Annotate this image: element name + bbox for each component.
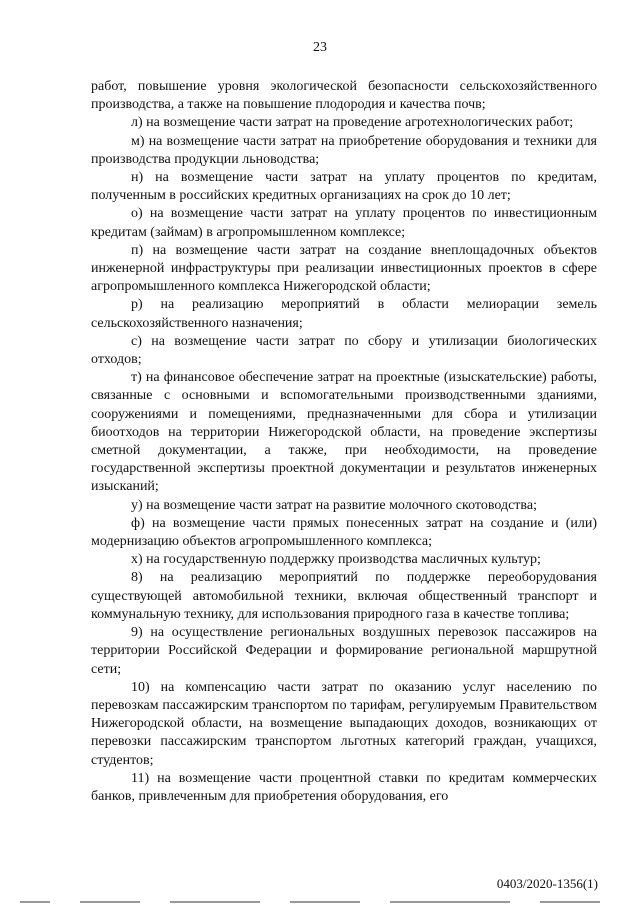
scan-edge-marks — [0, 900, 640, 905]
paragraph: т) на финансовое обеспечение затрат на проектные (изыскательские) работы, связанные с основными и вспомогательными производственными зданиями, сооружениями и помещениями, предназначенными для сбора и утилизации биоотходов на территории Нижегородской области, на проведение экспертизы сметной документации, а также, при необходимости, на проведение государственной экспертизы проектной документации и результатов инженерных изысканий; — [91, 370, 597, 495]
paragraph: 8) на реализацию мероприятий по поддержке переоборудования существующей автомобильной техники, включая общественный транспорт и коммунальную технику, для использования природного газа в качестве топлива; — [91, 570, 597, 622]
paragraph: о) на возмещение части затрат на уплату процентов по инвестиционным кредитам (займам) в агропромышленном комплексе; — [91, 206, 597, 240]
paragraph: п) на возмещение части затрат на создание внеплощадочных объектов инженерной инфраструктуры при реализации инвестиционных проектов в сфере агропромышленного комплекса Нижегородской области; — [91, 242, 597, 295]
paragraph: р) на реализацию мероприятий в области мелиорации земель сельскохозяйственного назначения; — [91, 297, 597, 331]
paragraph: х) на государственную поддержку производства масличных культур; — [131, 552, 541, 568]
document-code: 0403/2020-1356(1) — [496, 876, 598, 891]
paragraph: с) на возмещение части затрат по сбору и утилизации биологических отходов; — [91, 333, 597, 368]
paragraph: 10) на компенсацию части затрат по оказанию услуг населению по перевозкам пассажирским транспортом по тарифам, регулируемым Правительством Нижегородской области, на возмещение выпадающих доходов, возникающих от перевозки пассажирским транспортом льготных категорий граждан, учащихся, студентов; — [91, 679, 597, 768]
page-number: 23 — [313, 40, 327, 55]
paragraph: м) на возмещение части затрат на приобретение оборудования и техники для производства продукции льноводства; — [91, 133, 597, 167]
paragraph: 9) на осуществление региональных воздушных перевозок пассажиров на территории Российской Федерации и формирование региональной маршрутной сети; — [91, 625, 597, 677]
document-body — [91, 78, 597, 806]
paragraph: л) на возмещение части затрат на проведение агротехнологических работ; — [131, 115, 574, 131]
paragraph: ф) на возмещение части прямых понесенных затрат на создание и (или) модернизацию объектов агропромышленного комплекса; — [91, 515, 597, 550]
paragraph: н) на возмещение части затрат на уплату процентов по кредитам, полученным в российских кредитных организациях на срок до 10 лет; — [91, 170, 597, 204]
paragraph: работ, повышение уровня экологической безопасности сельскохозяйственного производства, а также на повышение плодородия и качества почв; — [91, 79, 597, 113]
paragraph: у) на возмещение части затрат на развитие молочного скотоводства; — [131, 497, 537, 513]
paragraph: 11) на возмещение части процентной ставки по кредитам коммерческих банков, привлеченным для приобретения оборудования, его — [91, 770, 597, 804]
